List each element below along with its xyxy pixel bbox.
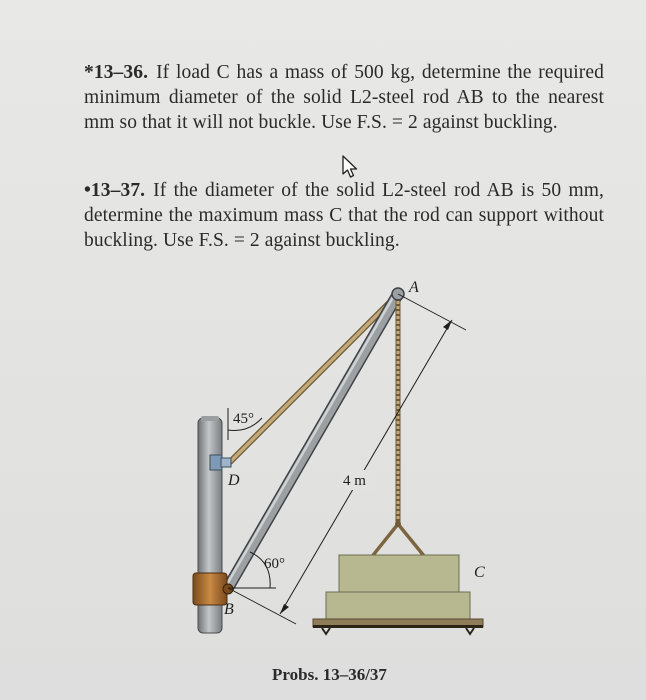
problem-number: *13–36. xyxy=(84,62,149,83)
mouse-cursor-icon xyxy=(341,155,359,179)
label-A: A xyxy=(409,279,419,296)
problem-number: •13–37. xyxy=(84,180,146,201)
bracket-D xyxy=(210,455,231,470)
crane-figure xyxy=(0,270,646,665)
label-angle-60: 60° xyxy=(264,556,285,572)
label-angle-45: 45° xyxy=(233,411,254,427)
problem-13-37 xyxy=(84,178,604,253)
load-C xyxy=(313,555,483,634)
problem-text: If load C has a mass of 500 kg, determine the required minimum diameter of the solid L2-steel rod AB to the nearest mm so that it will not buckle. Use F.S. = 2 against buckling. xyxy=(84,62,604,133)
figure-caption: Probs. 13–36/37 xyxy=(272,665,387,684)
label-B: B xyxy=(224,601,234,618)
label-D: D xyxy=(228,472,240,489)
problem-13-36 xyxy=(84,60,604,135)
problem-text: If the diameter of the solid L2-steel rod AB is 50 mm, determine the maximum mass C that the rod can support without buckling. Use F.S. = 2 against buckling. xyxy=(84,180,604,251)
label-C: C xyxy=(474,564,485,581)
label-length: 4 m xyxy=(343,473,366,489)
